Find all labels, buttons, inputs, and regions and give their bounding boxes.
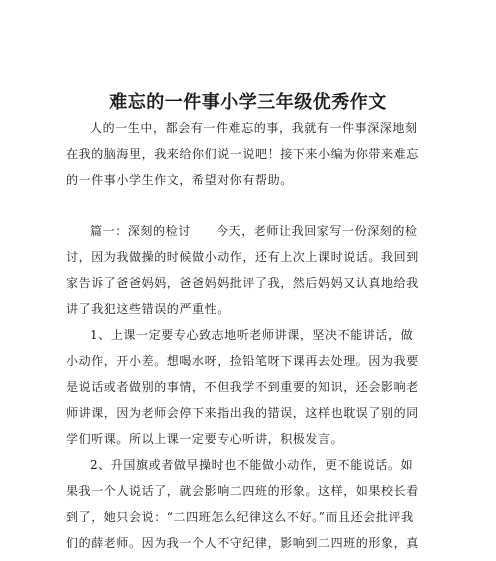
paragraph-line: 们的薛老师。因为我一个人不守纪律，影响到二四班的形象，真 [66, 536, 419, 550]
paragraph-line: 学们听课。所以上课一定要专心听讲，积极发言。 [66, 432, 344, 446]
paragraph-line: 师讲课，因为老师会停下来指出我的错误，这样也耽误了别的同 [66, 406, 419, 420]
paragraph-line: 1、上课一定要专心致志地听老师讲课，坚决不能讲话，做 [90, 328, 414, 342]
paragraph-line: 小动作，开小差。想喝水呀，捡铅笔呀下课再去处理。因为我要 [66, 354, 419, 368]
paragraph-line: 是说话或者做别的事情，不但我学不到重要的知识，还会影响老 [66, 380, 419, 394]
document-title: 难忘的一件事小学三年级优秀作文 [109, 92, 387, 113]
paragraph-line: 果我一个人说话了，就会影响二四班的形象。这样，如果校长看 [66, 484, 419, 498]
paragraph-line: 在我的脑海里，我来给你们说一说吧！接下来小编为你带来难忘 [66, 147, 419, 161]
paragraph-line: 讨，因为我做操的时候做小动作，还有上次上课时说话。我回到 [66, 250, 419, 264]
paragraph-line: 篇一：深刻的检讨 今天，老师让我回家写一份深刻的检 [90, 224, 418, 238]
paragraph-line: 家告诉了爸爸妈妈，爸爸妈妈批评了我，然后妈妈又认真地给我 [66, 276, 419, 290]
paragraph-line: 到了，她只会说：“二四班怎么纪律这么不好。”而且还会批评我 [66, 510, 414, 524]
paragraph-line: 人的一生中，都会有一件难忘的事，我就有一件事深深地刻 [90, 121, 418, 135]
paragraph-line: 的一件事小学生作文，希望对你有帮助。 [66, 173, 293, 187]
paragraph-line: 2、升国旗或者做早操时也不能做小动作，更不能说话。如 [90, 458, 414, 472]
paragraph-line: 讲了我犯这些错误的严重性。 [66, 302, 230, 316]
